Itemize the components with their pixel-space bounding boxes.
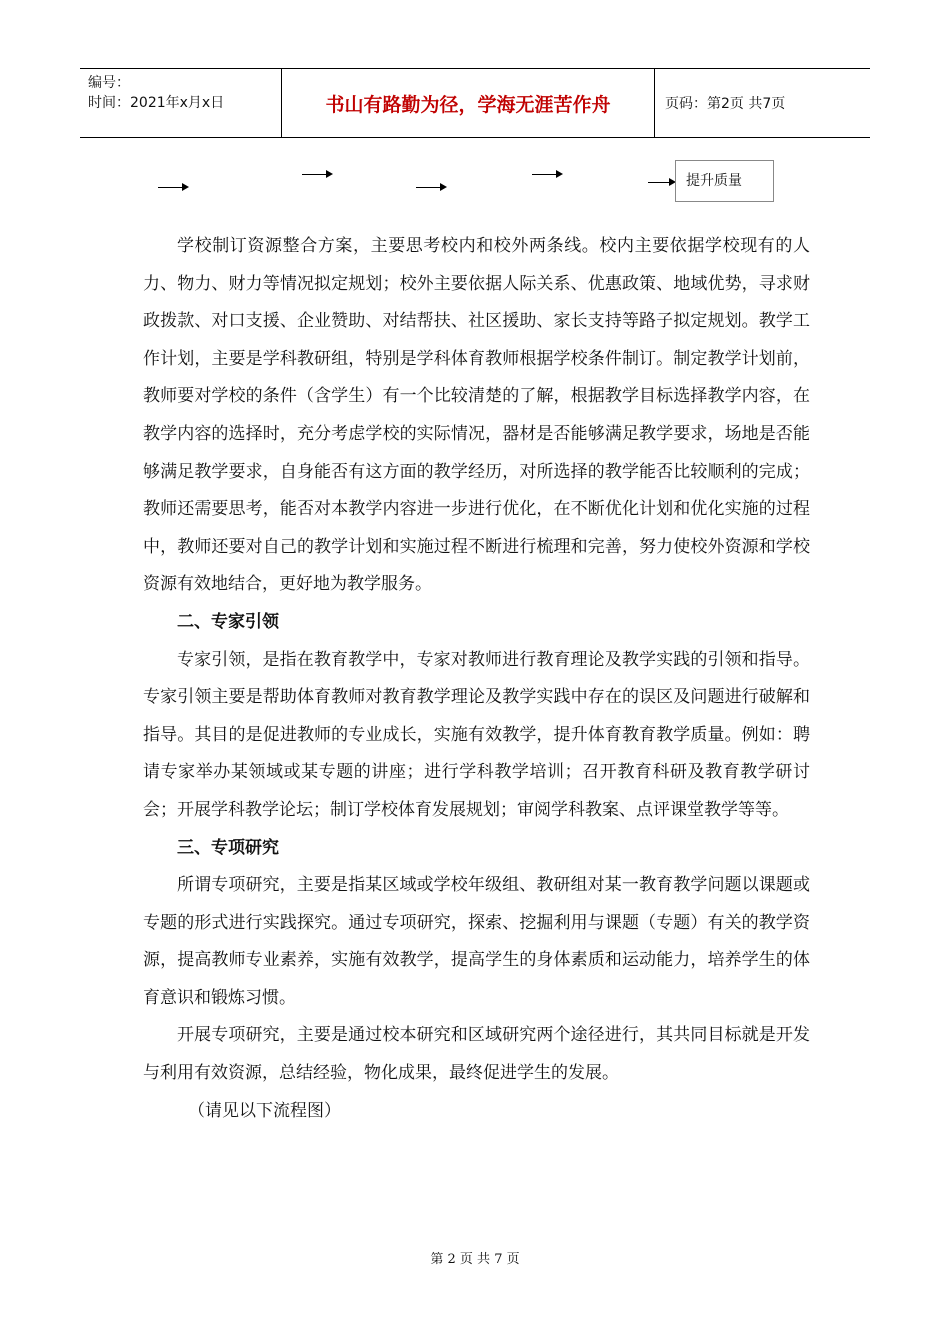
flow-arrow-4 <box>532 174 557 175</box>
section-heading-special-research: 三、专项研究 <box>177 837 279 858</box>
section-heading-expert-guidance: 二、专家引领 <box>177 611 279 632</box>
flow-arrow-1 <box>158 187 183 188</box>
flow-arrow-2 <box>302 174 327 175</box>
flowchart-note: （请见以下流程图） <box>188 1100 341 1121</box>
paragraph-resource-plan: 学校制订资源整合方案，主要思考校内和校外两条线。校内主要依据学校现有的人力、物力、财力等情况拟定规划；校外主要依据人际关系、优惠政策、地域优势，寻求财政拨款、对口支援、企业赞助、对结帮扶、社区援助、家长支持等路子拟定规划。教学工作计划，主要是学科教研组，特别是学科体育教师根据学校条件制订。制定教学计划前，教师要对学校的条件（含学生）有一个比较清楚的了解，根据教学目标选择教学内容，在教学内容的选择时，充分考虑学校的实际情况，器材是否能够满足教学要求，场地是否能够满足教学要求，自身能否有这方面的教学经历，对所选择的教学能否比较顺利的完成；教师还需要思考，能否对本教学内容进一步进行优化，在不断优化计划和优化实施的过程中，教师还要对自己的教学计划和实施过程不断进行梳理和完善，努力使校外资源和学校资源有效地结合，更好地为教学服务。 <box>143 236 810 595</box>
document-body <box>143 228 810 1130</box>
page-footer: 第 2 页 共 7 页 <box>430 1252 520 1267</box>
paragraph-expert-guidance: 专家引领，是指在教育教学中，专家对教师进行教育理论及教学实践的引领和指导。专家引领主要是帮助体育教师对教育教学理论及教学实践中存在的误区及问题进行破解和指导。其目的是促进教师的专业成长，实施有效教学，提升体育教育教学质量。例如：聘请专家举办某领域或某专题的讲座；进行学科教学培训；召开教育科研及教育教学研讨会；开展学科教学论坛；制订学校体育发展规划；审阅学科教案、点评课堂教学等等。 <box>143 649 810 820</box>
document-number-label: 编号： <box>88 75 130 91</box>
flow-box-quality: 提升质量 <box>675 160 774 202</box>
paragraph-special-research: 所谓专项研究，主要是指某区域或学校年级组、教研组对某一教育教学问题以课题或专题的形式进行实践探究。通过专项研究，探索、挖掘利用与课题（专题）有关的教学资源，提高教师专业素养，实施有效教学，提高学生的身体素质和运动能力，培养学生的体育意识和锻炼习惯。 <box>143 875 810 1008</box>
header-page-info: 页码：第2页 共7页 <box>665 96 786 112</box>
document-date: 时间：2021年x月x日 <box>88 95 225 111</box>
flow-arrow-3 <box>416 187 441 188</box>
paragraph-research-paths: 开展专项研究，主要是通过校本研究和区域研究两个途径进行，其共同目标就是开发与利用有效资源，总结经验，物化成果，最终促进学生的发展。 <box>143 1025 810 1084</box>
flow-arrow-5 <box>648 182 670 183</box>
header-motto: 书山有路勤为径，学海无涯苦作舟 <box>282 69 655 137</box>
page-header <box>80 68 870 138</box>
header-meta <box>80 69 282 137</box>
